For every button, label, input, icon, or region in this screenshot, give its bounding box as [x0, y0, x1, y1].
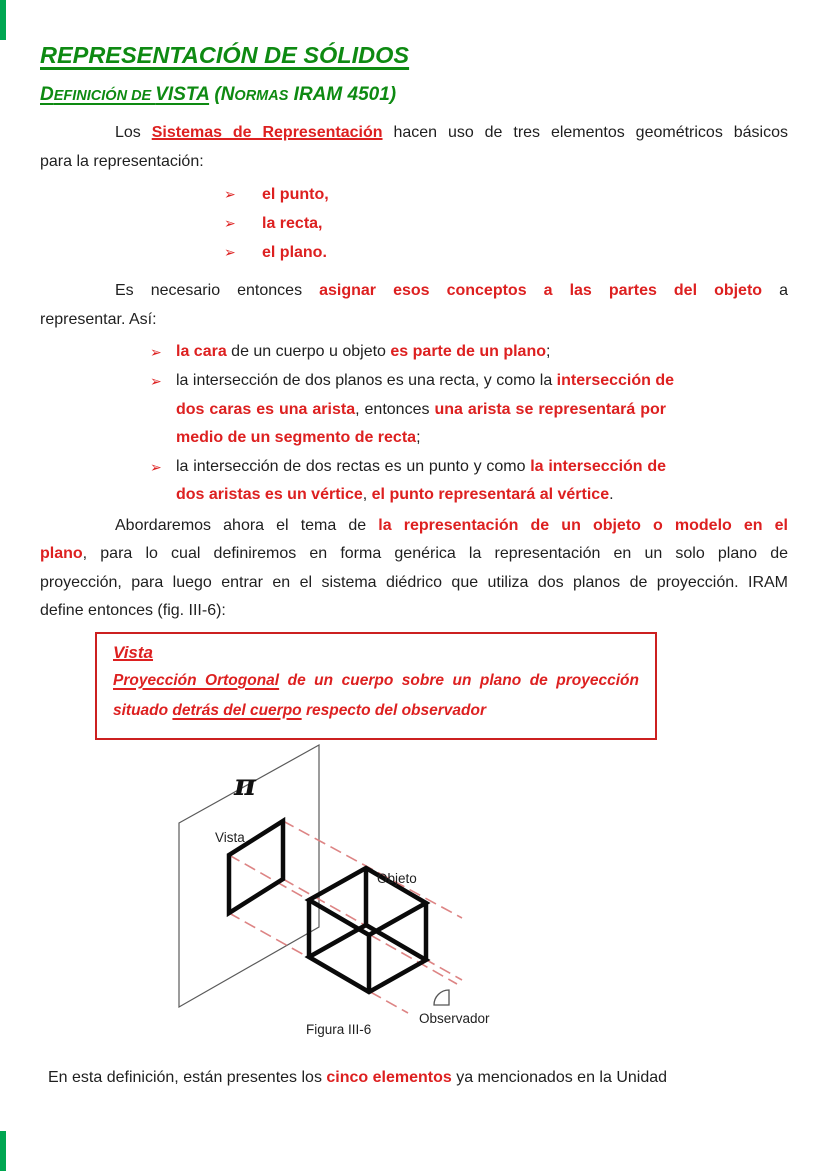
projection-figure [0, 737, 828, 1049]
paragraph-line: Es necesario entonces asignar esos conceptos a las partes del objeto a [115, 282, 788, 299]
list-item [224, 180, 788, 209]
paragraph-line: plano, para lo cual definiremos en forma genérica la representación en un solo plano de [40, 545, 788, 562]
basic-elements-list [224, 180, 788, 267]
arrow-bullet-icon: ➢ [224, 186, 236, 202]
object-cube [309, 868, 426, 992]
vista-box-body [113, 666, 639, 726]
vista-definition-box [95, 632, 657, 740]
list-item-line: dos aristas es un vértice, el punto representará al vértice. [176, 486, 614, 503]
intro-paragraph [40, 119, 788, 176]
assign-paragraph [40, 277, 788, 334]
list-item [150, 453, 788, 510]
list-item-label: el plano. [262, 244, 327, 261]
paragraph-line: Los Sistemas de Representación hacen uso de tres elementos geométricos básicos [115, 124, 788, 141]
list-item-line: medio de un segmento de recta; [176, 429, 421, 446]
list-item-label: el punto, [262, 186, 329, 203]
list-item-line: la intersección de dos planos es una recta, y como la intersección de [176, 372, 675, 389]
definition-line: Proyección Ortogonal de un cuerpo sobre un plano de proyección [113, 671, 639, 689]
green-corner-mark-bottom [0, 1131, 6, 1171]
list-item-line: la cara de un cuerpo u objeto es parte de un plano; [176, 343, 551, 360]
figure-caption: Figura III-6 [306, 1021, 372, 1037]
list-item-line: dos caras es una arista, entonces una arista se representará por [176, 400, 667, 418]
arrow-bullet-icon: ➢ [224, 244, 236, 260]
paragraph-line: representar. Así: [40, 310, 157, 328]
list-item [224, 209, 788, 238]
plane-pi-label: π [234, 767, 256, 803]
figure-iii-6 [40, 740, 788, 1050]
page-title: REPRESENTACIÓN DE SÓLIDOS [40, 42, 410, 68]
vista-box-title: Vista [113, 642, 154, 662]
list-item [224, 238, 788, 267]
paragraph-line: Abordaremos ahora el tema de la representación de un objeto o modelo en el [115, 516, 789, 534]
list-item-label: la recta, [262, 215, 323, 232]
paragraph-line: En esta definición, están presentes los cinco elementos ya mencionados en la Unidad [48, 1068, 668, 1086]
arrow-bullet-icon: ➢ [150, 344, 162, 360]
paragraph-line: proyección, para luego entrar en el sistema diédrico que utiliza dos planos de proyección. IRAM [40, 573, 788, 591]
green-corner-mark-top [0, 0, 6, 40]
objeto-label: Objeto [377, 870, 417, 886]
closing-paragraph [48, 1064, 788, 1093]
list-item [150, 367, 788, 453]
mapping-list [150, 338, 788, 510]
list-item [150, 338, 788, 367]
definition-line: situado detrás del cuerpo respecto del observador [113, 701, 486, 719]
list-item-line: la intersección de dos rectas es un punto y como la intersección de [176, 457, 666, 475]
arrow-bullet-icon: ➢ [150, 458, 162, 475]
paragraph-line: define entonces (fig. III-6): [40, 602, 226, 619]
observer-icon [434, 990, 449, 1005]
observador-label: Observador [419, 1010, 490, 1026]
section-subtitle: DEFINICIÓN DE VISTA (NORMAS IRAM 4501) [40, 84, 397, 105]
arrow-bullet-icon: ➢ [150, 373, 162, 389]
aborda-paragraph [40, 512, 788, 626]
arrow-bullet-icon: ➢ [224, 215, 236, 231]
paragraph-line: para la representación: [40, 152, 204, 170]
vista-label: Vista [215, 829, 245, 845]
